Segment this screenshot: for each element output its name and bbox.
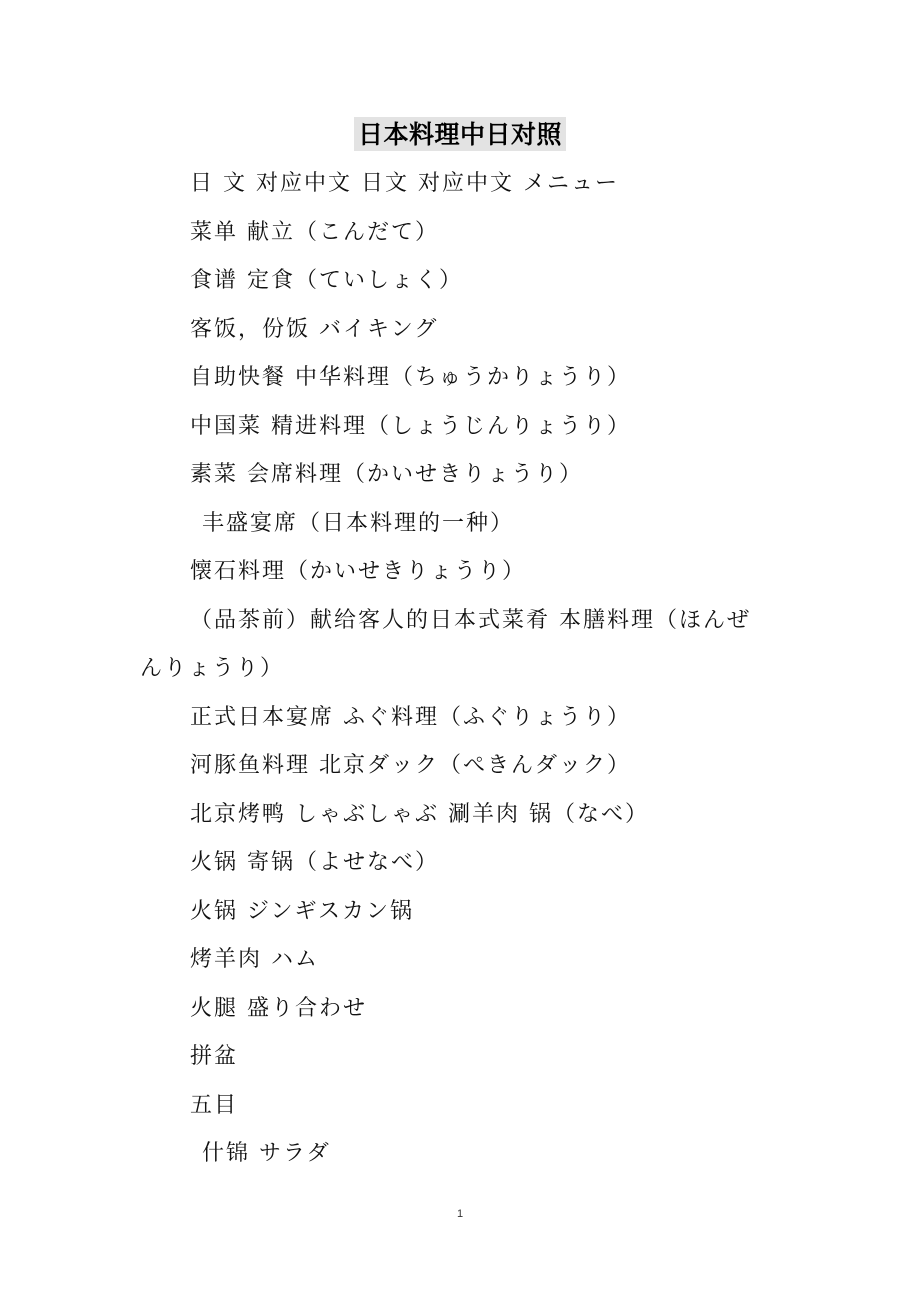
text-line: 食谱 定食（ていしょく）: [190, 268, 463, 293]
text-line: 菜单 献立（こんだて）: [190, 219, 439, 245]
text-line: 懐石料理（かいせきりょうり）: [190, 559, 527, 584]
text-line: 火腿 盛り合わせ: [190, 995, 367, 1021]
text-line: 正式日本宴席 ふぐ料理（ふぐりょうり）: [190, 704, 631, 730]
text-line: 火锅 ジンギスカン锅: [190, 898, 415, 924]
document-title-container: [0, 117, 920, 155]
text-line-continuation: んりょうり）: [140, 656, 285, 681]
text-line: 河豚鱼料理 北京ダック（ぺきんダック）: [190, 753, 631, 778]
text-line: 丰盛宴席（日本料理的一种）: [202, 510, 515, 536]
text-line: 什锦 サラダ: [202, 1141, 331, 1166]
text-line: 五目: [190, 1092, 239, 1118]
text-line: （品茶前）献给客人的日本式菜肴 本膳料理（ほんぜ: [190, 607, 751, 633]
document-title: 日本料理中日对照: [354, 117, 566, 151]
text-line: 烤羊肉 ハム: [190, 947, 319, 972]
text-line: 北京烤鸭 しゃぶしゃぶ 涮羊肉 锅（なべ）: [190, 801, 649, 827]
text-line: 客饭，份饭 バイキング: [190, 316, 439, 342]
text-line: 素菜 会席料理（かいせきりょうり）: [190, 462, 583, 487]
text-line: 中国菜 精进料理（しょうじんりょうり）: [190, 413, 631, 439]
text-line: 火锅 寄锅（よせなべ）: [190, 850, 439, 875]
text-line: 自助快餐 中华料理（ちゅうかりょうり）: [190, 365, 631, 390]
document-body: [0, 160, 920, 1179]
text-line: 日 文 对应中文 日文 对应中文 メニュー: [190, 171, 619, 196]
page-number: 1: [456, 1208, 464, 1220]
text-line: 拼盆: [190, 1044, 239, 1069]
